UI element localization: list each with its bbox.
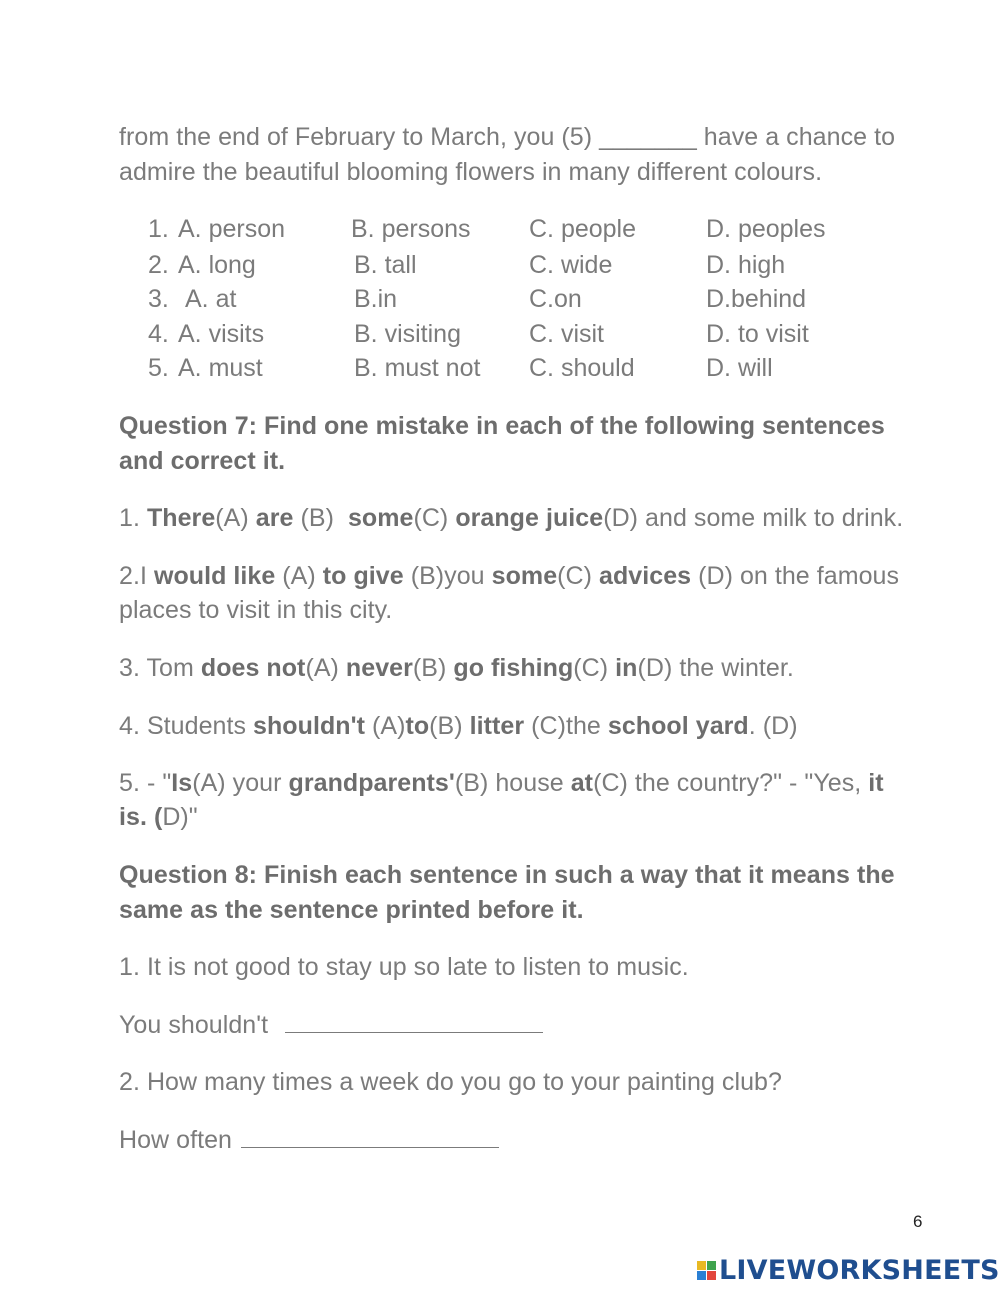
text: (B)	[293, 504, 348, 532]
option-c[interactable]: C. wide	[529, 251, 613, 279]
q8-answer-2	[119, 1123, 499, 1158]
bold-word: There	[146, 504, 216, 532]
option-number: 5.	[148, 354, 169, 382]
text: D)"	[162, 803, 198, 831]
logo-square	[707, 1271, 716, 1280]
text: 3. Tom	[119, 654, 201, 682]
option-number: 1.	[148, 215, 169, 243]
text: (C)the	[524, 712, 608, 740]
bold-word: is. (	[119, 803, 163, 831]
bold-word: some	[347, 504, 414, 532]
question-7-title-line-2: and correct it.	[119, 447, 286, 475]
text: (C)	[413, 504, 456, 532]
text: (B)	[412, 654, 454, 682]
question-7-title-line-1: Question 7: Find one mistake in each of the following sentences	[119, 412, 885, 440]
q7-sentence-2-cont: places to visit in this city.	[119, 596, 393, 624]
bold-word: school yard	[607, 712, 749, 740]
text: 1.	[119, 504, 147, 532]
bold-word: shouldn't	[253, 712, 365, 740]
option-c[interactable]: C. visit	[529, 320, 604, 348]
text: (D) and some milk to drink.	[603, 504, 904, 532]
option-number: 3.	[148, 285, 169, 313]
bold-word: advices	[599, 562, 692, 590]
option-c[interactable]: C. should	[529, 354, 635, 382]
text: (B)	[429, 712, 470, 740]
text: (A)	[364, 712, 406, 740]
intro-line-2: admire the beautiful blooming flowers in many different colours.	[119, 158, 823, 186]
bold-word: some	[491, 562, 558, 590]
logo-square	[697, 1271, 706, 1280]
bold-word: grandparents'	[288, 769, 455, 797]
bold-word: does not	[200, 654, 306, 682]
option-c[interactable]: C.on	[529, 285, 582, 313]
option-d[interactable]: D. high	[706, 251, 786, 279]
q7-sentence-4	[119, 709, 798, 744]
bold-word: would like	[153, 562, 276, 590]
option-b[interactable]: B.in	[354, 285, 398, 313]
bold-word: go fishing	[453, 654, 574, 682]
bold-word: to	[405, 712, 430, 740]
q8-sentence-1: 1. It is not good to stay up so late to listen to music.	[119, 953, 689, 981]
bold-word: are	[255, 504, 294, 532]
text: 4. Students	[119, 712, 254, 740]
q7-sentence-3	[119, 651, 794, 686]
text: (A)	[215, 504, 256, 532]
page-number: 6	[913, 1212, 923, 1231]
bold-word: to give	[322, 562, 404, 590]
text: (D) on the famous	[691, 562, 900, 590]
text: 2.I	[119, 562, 154, 590]
bold-word: Is	[171, 769, 193, 797]
option-a[interactable]: A. long	[178, 251, 256, 279]
logo-text: LIVEWORKSHEETS	[719, 1254, 1000, 1286]
text: . (D)	[748, 712, 798, 740]
text: (A)	[305, 654, 346, 682]
text: (B)you	[403, 562, 492, 590]
bold-word: never	[345, 654, 413, 682]
bold-word: litter	[469, 712, 525, 740]
q7-sentence-5	[119, 766, 884, 801]
option-b[interactable]: B. must not	[354, 354, 481, 382]
logo-grid-icon	[697, 1261, 716, 1280]
option-number: 2.	[148, 251, 169, 279]
q7-sentence-2	[119, 559, 899, 594]
option-a[interactable]: A. must	[178, 354, 263, 382]
text: (A) your	[192, 769, 289, 797]
answer-prompt: How often	[119, 1126, 233, 1154]
text: (C)	[573, 654, 616, 682]
intro-line-1: from the end of February to March, you (5) _______ have a chance to	[119, 123, 896, 151]
text: (A)	[275, 562, 323, 590]
bold-word: orange juice	[455, 504, 604, 532]
text: 5. - "	[119, 769, 172, 797]
q7-sentence-1	[119, 501, 903, 536]
option-a[interactable]: A. person	[178, 215, 286, 243]
option-d[interactable]: D. will	[706, 354, 773, 382]
logo-square	[707, 1261, 716, 1270]
option-a[interactable]: A. at	[185, 285, 237, 313]
logo-square	[697, 1261, 706, 1270]
option-number: 4.	[148, 320, 169, 348]
text: (B) house	[454, 769, 571, 797]
option-a[interactable]: A. visits	[178, 320, 265, 348]
option-d[interactable]: D. peoples	[706, 215, 826, 243]
option-b[interactable]: B. persons	[351, 215, 471, 243]
bold-word: in	[615, 654, 638, 682]
text: (C) the country?" - "Yes,	[593, 769, 869, 797]
q8-sentence-2: 2. How many times a week do you go to your painting club?	[119, 1068, 782, 1096]
question-8-title-line-2: same as the sentence printed before it.	[119, 896, 584, 924]
bold-word: it	[868, 769, 884, 797]
bold-word: at	[570, 769, 594, 797]
option-d[interactable]: D.behind	[706, 285, 807, 313]
option-c[interactable]: C. people	[529, 215, 637, 243]
option-b[interactable]: B. tall	[354, 251, 417, 279]
q7-sentence-5-cont	[119, 800, 198, 835]
q8-answer-1	[119, 1008, 543, 1043]
question-8-title-line-1: Question 8: Finish each sentence in such a way that it means the	[119, 861, 895, 889]
answer-blank-1[interactable]	[285, 1010, 543, 1033]
answer-prompt: You shouldn't	[119, 1011, 269, 1039]
answer-blank-2[interactable]	[241, 1125, 499, 1148]
option-b[interactable]: B. visiting	[354, 320, 461, 348]
option-d[interactable]: D. to visit	[706, 320, 809, 348]
text: (C)	[557, 562, 600, 590]
liveworksheets-logo[interactable]	[697, 1254, 1000, 1286]
text: (D) the winter.	[637, 654, 794, 682]
